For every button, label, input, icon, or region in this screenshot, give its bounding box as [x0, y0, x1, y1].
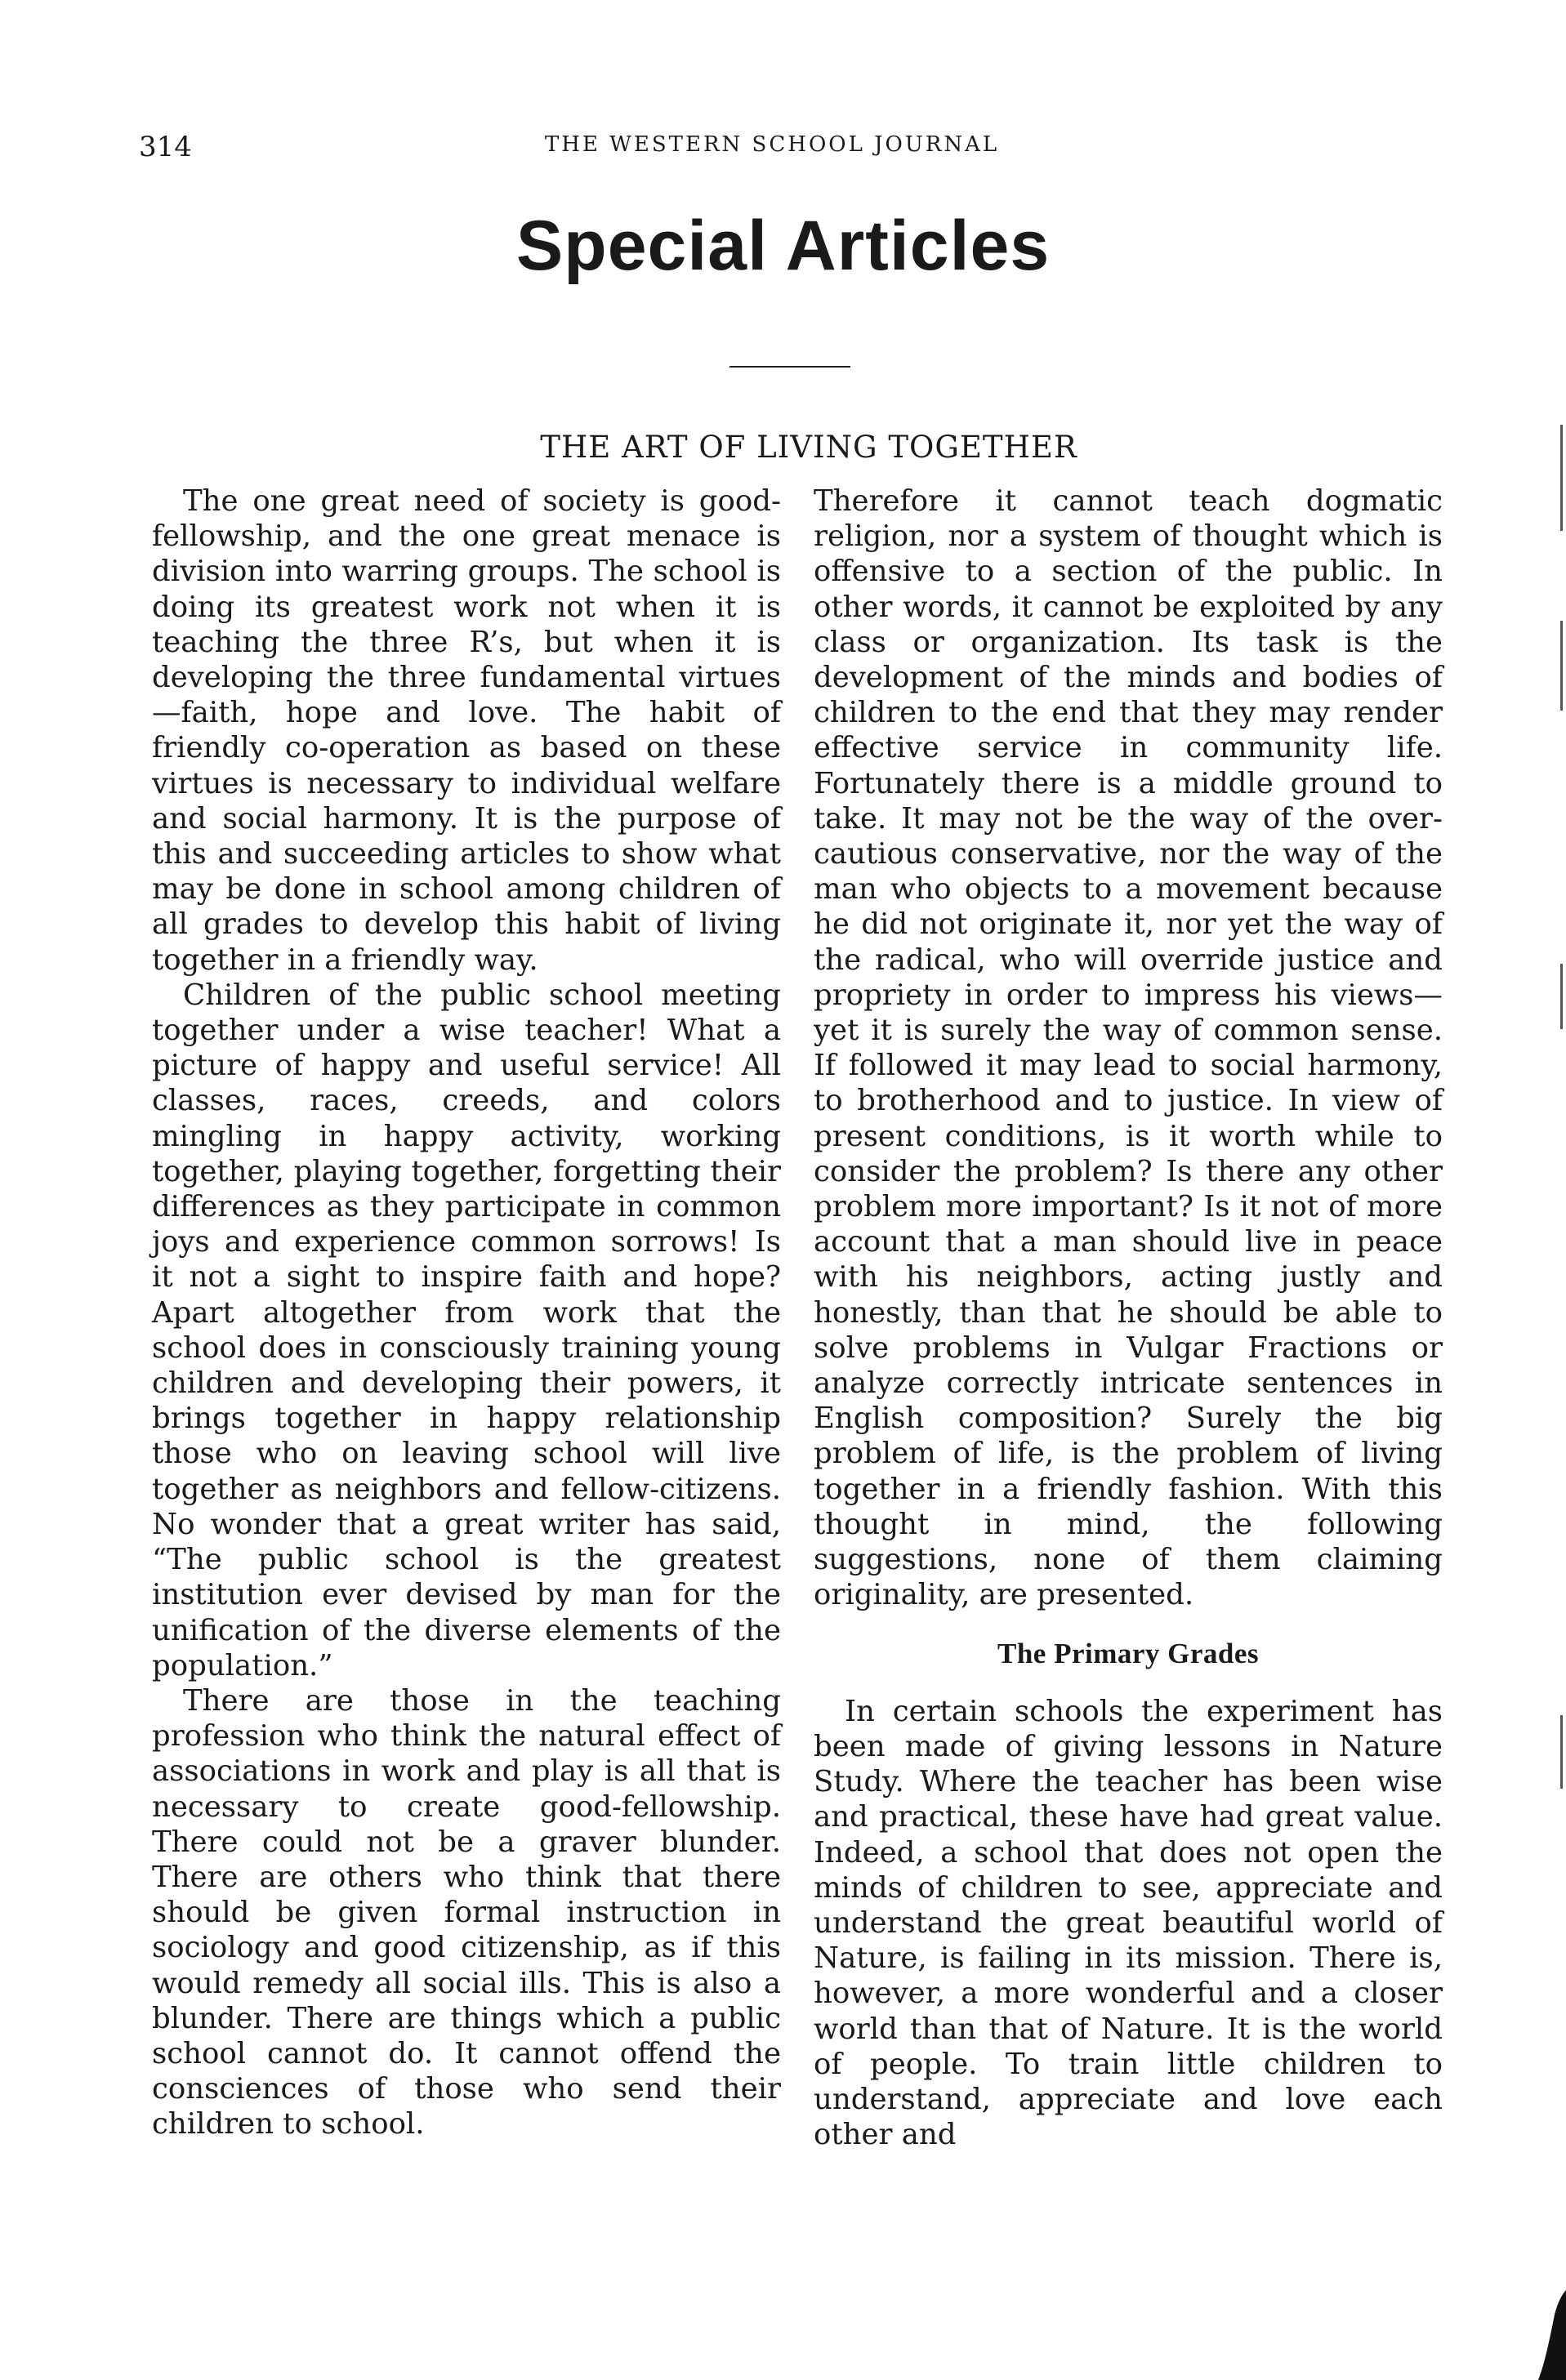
- title-rule: [729, 366, 850, 368]
- scan-edge-line: [1560, 1715, 1563, 1789]
- paragraph: There are those in the teaching profession who think the natural effect of associations in work and play is all that is necessary to create good-fellowship. There could not be a graver blunder. There are others who think that there should be given formal instruction in sociology and good citizenship, as if this would remedy all social ills. This is also a blunder. There are things which a public school cannot do. It cannot offend the consciences of those who send their children to school.: [152, 1683, 781, 2142]
- right-column: [814, 484, 1443, 2152]
- running-head: THE WESTERN SCHOOL JOURNAL: [544, 132, 1000, 157]
- scan-corner-mark: [1533, 2290, 1566, 2380]
- page-number: 314: [139, 131, 192, 163]
- paragraph: Therefore it cannot teach dogmatic religion, nor a system of thought which is offensive to a section of the public. In other words, it cannot be exploited by any class or organization. Its task is the development of the minds and bodies of children to the end that they may render effective service in community life. Fortunately there is a middle ground to take. It may not be the way of the over-cautious conservative, nor the way of the man who objects to a movement because he did not originate it, nor yet the way of the radical, who will override justice and propriety in order to impress his views—yet it is surely the way of common sense. If followed it may lead to social harmony, to brotherhood and to justice. In view of present conditions, is it worth while to consider the problem? Is there any other problem more important? Is it not of more account that a man should live in peace with his neighbors, acting justly and honestly, than that he should be able to solve problems in Vulgar Fractions or analyze correctly intricate sentences in English composition? Surely the big problem of life, is the problem of living together in a friendly fashion. With this thought in mind, the following suggestions, none of them claiming originality, are presented.: [814, 484, 1443, 1612]
- scan-edge-line: [1560, 425, 1563, 531]
- scan-edge-line: [1560, 621, 1563, 711]
- article-title: THE ART OF LIVING TOGETHER: [540, 430, 1077, 465]
- left-column: [152, 484, 781, 2142]
- paragraph: Children of the public school meeting together under a wise teacher! What a picture of happy and useful service! All classes, races, creeds, and colors mingling in happy activity, working together, playing together, forgetting their differences as they participate in common joys and experience common sorrows! Is it not a sight to inspire faith and hope? Apart altogether from work that the school does in consciously training young children and developing their powers, it brings together in happy relationship those who on leaving school will live together as neighbors and fellow-citizens. No wonder that a great writer has said, “The public school is the greatest institution ever devised by man for the unification of the diverse elements of the population.”: [152, 978, 781, 1682]
- paragraph: The one great need of society is good-fellowship, and the one great menace is division into warring groups. The school is doing its greatest work not when it is teaching the three R’s, but when it is developing the three fundamental virtues—faith, hope and love. The habit of friendly co-operation as based on these virtues is necessary to individual welfare and social harmony. It is the purpose of this and succeeding articles to show what may be done in school among children of all grades to develop this habit of living together in a friendly way.: [152, 484, 781, 977]
- subheading: The Primary Grades: [997, 1637, 1260, 1669]
- paragraph: In certain schools the experiment has been made of giving lessons in Nature Study. Where the teacher has been wise and practical, these have had great value. Indeed, a school that does not open the minds of children to see, appreciate and understand the great beautiful world of Nature, is failing in its mission. There is, however, a more wonderful and a closer world than that of Nature. It is the world of people. To train little children to understand, appreciate and love each other and: [814, 1694, 1443, 2152]
- section-title: Special Articles: [515, 207, 1051, 285]
- scan-edge-line: [1560, 964, 1563, 1029]
